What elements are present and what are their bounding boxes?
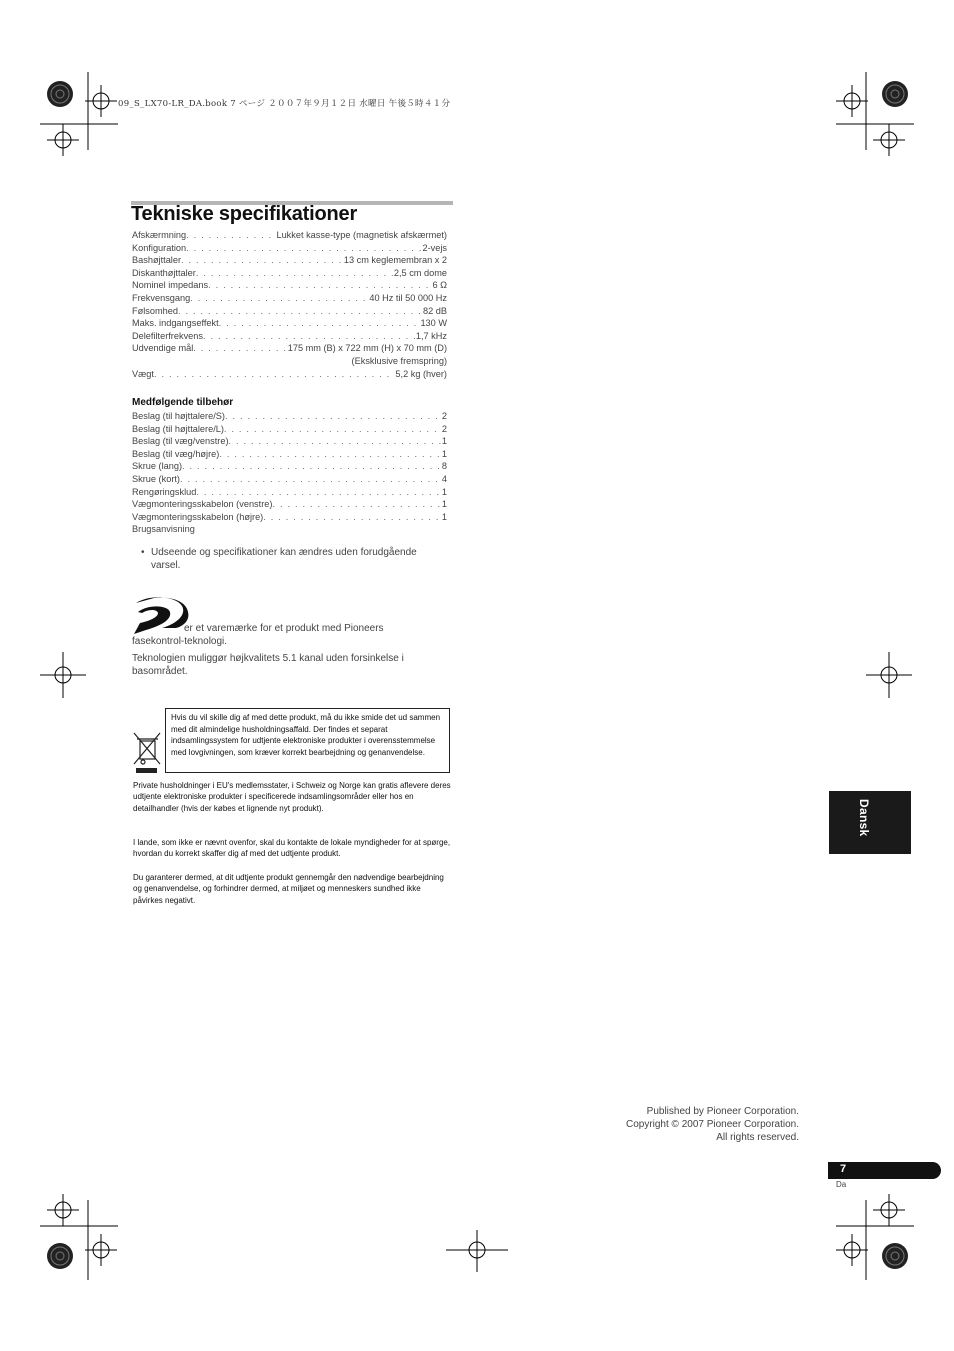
weee-paragraph: Private husholdninger i EU's medlemsstater, i Schweiz og Norge kan gratis aflevere deres udtjente elektroniske produkter i specificerede indsamlingsområder eller hos en detailhandler (hvis der købes et lignende nyt produkt).	[133, 781, 451, 813]
weee-paragraph: Du garanterer dermed, at dit udtjente produkt gennemgår den nødvendige bearbejdning og genanvendelse, og forhindrer dermed, at miljøet og menneskers sundhed ikke påvirkes negativt.	[133, 873, 444, 905]
spec-row: Afskærmning . . . Lukket kasse-type (magnetisk afskærmet)	[132, 230, 447, 243]
accessory-row: Skrue (lang) . . . 8	[132, 461, 447, 474]
accessory-row: Rengøringsklud . . . 1	[132, 487, 447, 500]
registration-target-icon	[836, 1234, 868, 1266]
phase-control-logo-icon	[134, 597, 188, 634]
spec-row: Vægt . . . 5,2 kg (hver)	[132, 369, 447, 382]
publisher-line: Published by Pioneer Corporation.	[646, 1106, 799, 1117]
spec-row: Diskanthøjttaler . . . 2,5 cm dome	[132, 268, 447, 281]
phase-control-line2: fasekontrol-teknologi.	[132, 636, 228, 647]
spec-row: Nominel impedans . . . 6 Ω	[132, 280, 447, 293]
accessory-row: Vægmonteringsskabelon (højre) . . . 1	[132, 512, 447, 525]
file-info-line: 09_S_LX70-LR_DA.book 7 ページ ２００７年９月１２日 水曜日 午後５時４１分	[118, 99, 451, 109]
star-target-icon	[882, 81, 908, 107]
bin-underline-bar	[136, 768, 157, 773]
weee-paragraph: I lande, som ikke er nævnt ovenfor, skal du kontakte de lokale myndigheder for at spørge, hvordan du korrekt skaffer dig af med det udtjente produkt.	[133, 838, 451, 859]
spec-row: Konfiguration . . . 2-vejs	[132, 243, 447, 256]
accessory-row: Beslag (til højttalere/S) . . . 2	[132, 411, 447, 424]
registration-target-icon	[47, 124, 79, 156]
accessory-row: Beslag (til væg/venstre) . . . 1	[132, 436, 447, 449]
language-tab	[829, 791, 911, 854]
weee-notice-box: Hvis du vil skille dig af med dette produkt, må du ikke smide det ud sammen med dit almindelige husholdningsaffald. Der findes et separat indsamlingssystem for udtjente elektroniske produkter i overensstemmelse med lovgivningen, som kræver korrekt bearbejdning og genanvendelse.	[165, 708, 450, 773]
page-title: Tekniske specifikationer	[131, 203, 358, 225]
registration-target-icon	[85, 1234, 117, 1266]
bullet: •	[141, 547, 145, 558]
phase-control-line1: er et varemærke for et produkt med Pioneers	[184, 623, 384, 634]
spec-row: Udvendige mål . . . 175 mm (B) x 722 mm (H) x 70 mm (D)	[132, 343, 447, 356]
registration-target-icon	[836, 85, 868, 117]
accessories-heading: Medfølgende tilbehør	[132, 397, 234, 408]
registration-target-icon	[40, 652, 86, 698]
star-target-icon	[47, 81, 73, 107]
registration-target-icon	[85, 85, 117, 117]
accessory-row-last: Brugsanvisning	[132, 524, 195, 535]
spec-continuation: (Eksklusive fremspring)	[351, 356, 447, 366]
star-target-icon	[47, 1243, 73, 1269]
registration-target-icon	[873, 124, 905, 156]
spec-row: Bashøjttaler . . . 13 cm keglemembran x 2	[132, 255, 447, 268]
copyright-line: Copyright © 2007 Pioneer Corporation.	[625, 1119, 799, 1130]
spec-row: Maks. indgangseffekt . . . 130 W	[132, 318, 447, 331]
note-text: Udseende og specifikationer kan ændres uden forudgående varsel.	[151, 547, 417, 571]
page-language: Da	[836, 1180, 847, 1189]
accessory-row: Skrue (kort) . . . 4	[132, 474, 447, 487]
spec-row: Følsomhed . . . 82 dB	[132, 306, 447, 319]
accessory-row: Beslag (til væg/højre) . . . 1	[132, 449, 447, 462]
registration-target-icon	[47, 1194, 79, 1226]
registration-target-icon	[873, 1194, 905, 1226]
rights-line: All rights reserved.	[716, 1132, 799, 1143]
spec-change-note	[141, 546, 446, 572]
star-target-icon	[882, 1243, 908, 1269]
registration-target-icon	[866, 652, 912, 698]
spec-row: Frekvensgang . . . 40 Hz til 50 000 Hz	[132, 293, 447, 306]
phase-control-para: Teknologien muliggør højkvalitets 5.1 kanal uden forsinkelse i basområdet.	[132, 653, 404, 677]
language-tab-label: Dansk	[857, 799, 871, 837]
spec-row: Delefilterfrekvens . . . 1,7 kHz	[132, 331, 447, 344]
accessory-row: Vægmonteringsskabelon (venstre) . . . 1	[132, 499, 447, 512]
crossed-out-bin-icon	[134, 733, 160, 764]
accessory-row: Beslag (til højttalere/L) . . . 2	[132, 424, 447, 437]
registration-target-icon	[446, 1230, 508, 1272]
page-number: 7	[840, 1163, 847, 1175]
